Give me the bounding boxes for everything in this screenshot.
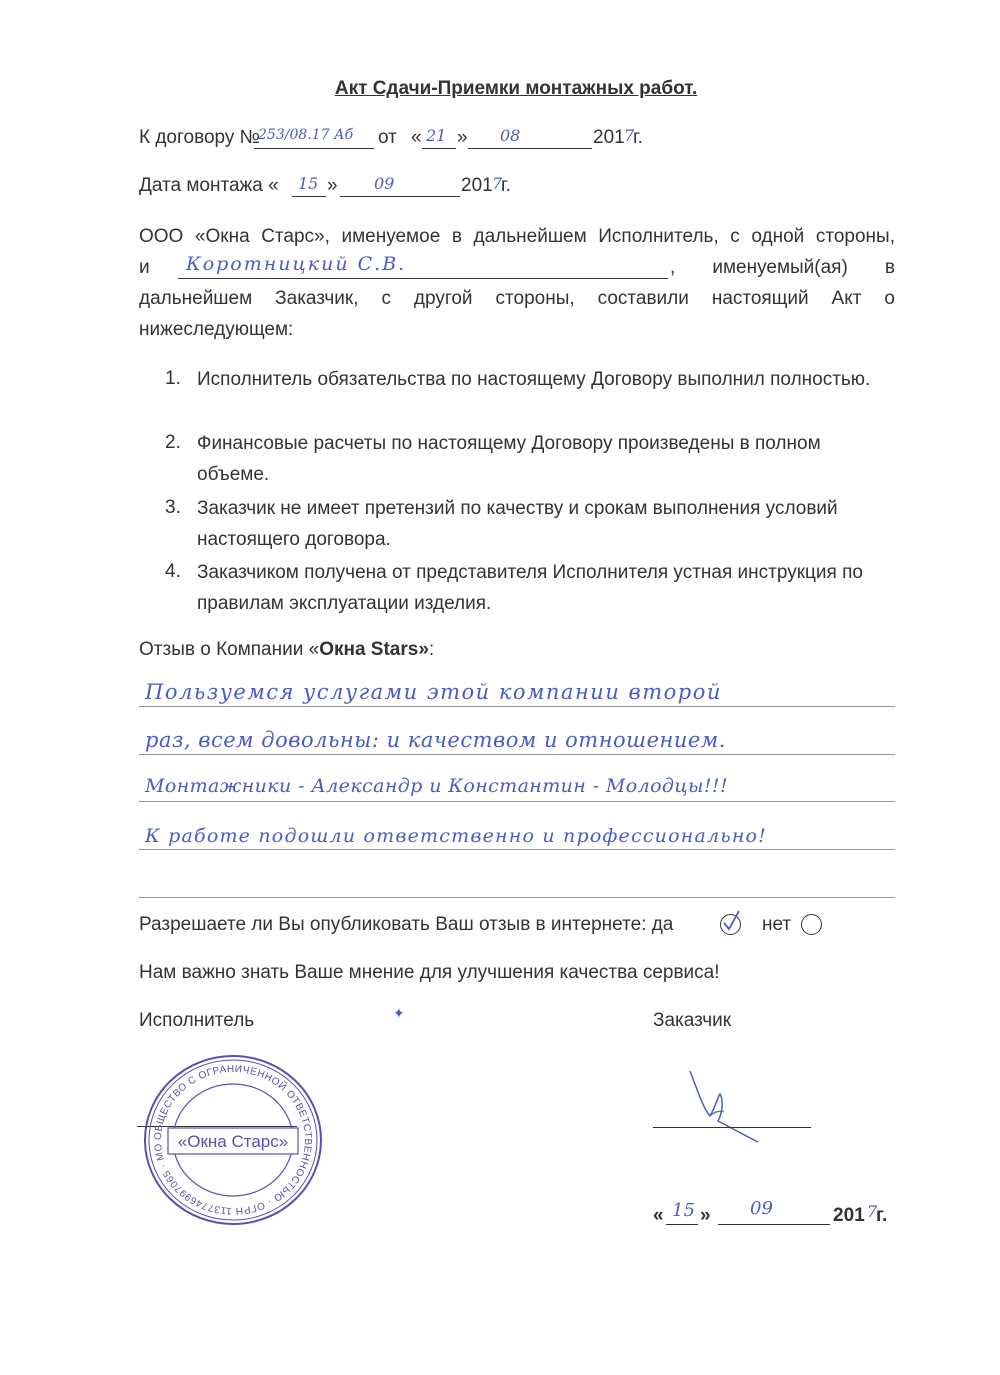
contract-day-underline (422, 148, 456, 149)
install-close-quote: » (327, 175, 338, 196)
company-stamp (138, 1050, 328, 1230)
contract-month: 08 (500, 126, 521, 145)
customer-date-month-underline (718, 1224, 830, 1225)
review-rule-3 (139, 801, 895, 802)
customer-date-year-prefix: 201 (833, 1205, 865, 1226)
contract-close-quote: » (457, 127, 468, 148)
item-3-num: 3. (165, 497, 181, 518)
review-label-suffix: : (428, 639, 435, 660)
review-rule-5 (139, 897, 895, 898)
customer-name: Коротницкий С.В. (186, 253, 407, 275)
publish-yes-checkbox[interactable] (720, 914, 741, 935)
parties-line-4: нижеследующем: (139, 319, 294, 340)
review-hand-line-1: Пользуемся услугами этой компании второй (145, 680, 722, 704)
install-day-underline (292, 196, 326, 197)
install-year-prefix: 201 (461, 175, 493, 196)
install-month: 09 (374, 174, 395, 193)
document-title: Акт Сдачи-Приемки монтажных работ. (334, 78, 698, 99)
review-hand-line-4: К работе подошли ответственно и профессионально! (145, 825, 768, 847)
contract-month-underline (468, 148, 592, 149)
review-rule-1 (139, 706, 895, 707)
customer-date-month: 09 (750, 1198, 773, 1219)
contract-number: 253/08.17 Аб (258, 127, 354, 143)
check-mark-icon (721, 915, 740, 934)
parties-line-1: ООО «Окна Старс», именуемое в дальнейшем Исполнитель, с одной стороны, (139, 226, 895, 247)
parties-line-2-end: , именуемый(ая) в (670, 257, 895, 278)
customer-date-close: » (700, 1205, 711, 1226)
opinion-text: Нам важно знать Ваше мнение для улучшения качества сервиса! (139, 962, 720, 983)
contract-year-suffix: г. (633, 127, 643, 148)
publish-no-label: нет (762, 914, 792, 935)
install-year-digit: 7 (492, 174, 503, 193)
stamp-seal-icon (138, 1050, 328, 1230)
review-label-prefix: Отзыв о Компании « (139, 639, 320, 660)
item-1-num: 1. (165, 368, 181, 389)
ink-mark-icon: ✦ (393, 1005, 405, 1021)
review-label-brand: Окна Stars» (319, 639, 429, 660)
install-month-underline (340, 196, 460, 197)
install-year-suffix: г. (501, 175, 511, 196)
customer-date-day: 15 (672, 1200, 695, 1221)
review-rule-4 (139, 849, 895, 850)
stamp-center-text: «Окна Старс» (177, 1132, 289, 1151)
item-4-text: Заказчиком получена от представителя Исполнителя устная инструкция по правилам эксплуатации изделия. (197, 562, 863, 614)
stamp-ring-text: ОБЩЕСТВО С ОГРАНИЧЕННОЙ ОТВЕТСТВЕННОСТЬЮ · ОГРН 1137746997065 · МО (152, 1063, 314, 1217)
customer-date-year-digit: 7 (867, 1202, 878, 1221)
review-hand-line-2: раз, всем довольны: и качеством и отношением. (145, 728, 726, 752)
customer-date-day-underline (666, 1224, 698, 1225)
item-4-num: 4. (165, 561, 181, 582)
review-hand-line-3: Монтажники - Александр и Константин - Молодцы!!! (145, 775, 729, 797)
contract-year-digit: 7 (624, 126, 635, 145)
contract-prefix: К договору № (139, 127, 261, 148)
item-2-text: Финансовые расчеты по настоящему Договору произведены в полном объеме. (197, 433, 821, 485)
publish-no-checkbox[interactable] (801, 914, 822, 935)
item-1-text: Исполнитель обязательства по настоящему Договору выполнил полностью. (197, 369, 871, 390)
contract-from-label: от (378, 127, 397, 148)
item-2-num: 2. (165, 432, 181, 453)
customer-signature-line (653, 1127, 811, 1128)
signature-scribble-icon (680, 1066, 790, 1146)
item-3-text: Заказчик не имеет претензий по качеству и срокам выполнения условий настоящего договора. (197, 498, 838, 550)
customer-date-open: « (653, 1205, 664, 1226)
parties-and-word: и (139, 257, 150, 278)
customer-date-year-suffix: г. (876, 1205, 888, 1226)
publish-question: Разрешаете ли Вы опубликовать Ваш отзыв в интернете: да (139, 914, 674, 935)
customer-label: Заказчик (653, 1010, 732, 1031)
customer-signature (680, 1066, 790, 1146)
executor-label: Исполнитель (139, 1010, 255, 1031)
review-rule-2 (139, 754, 895, 755)
parties-line-3: дальнейшем Заказчик, с другой стороны, составили настоящий Акт о (139, 288, 895, 309)
install-date-label: Дата монтажа « (139, 175, 279, 196)
contract-number-underline (254, 148, 374, 149)
review-label (139, 639, 434, 661)
contract-day: 21 (426, 126, 447, 145)
contract-open-quote: « (411, 127, 422, 148)
contract-year-prefix: 201 (593, 127, 625, 148)
customer-name-underline (178, 278, 668, 279)
install-day: 15 (298, 174, 319, 193)
